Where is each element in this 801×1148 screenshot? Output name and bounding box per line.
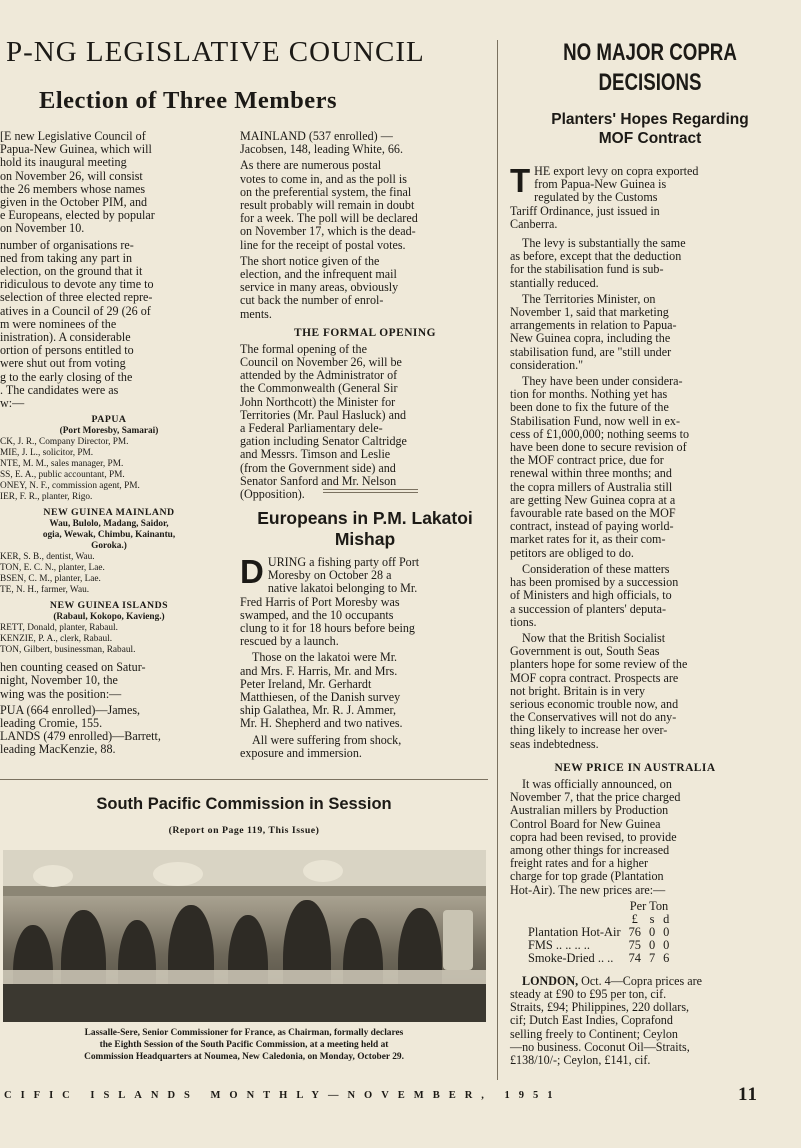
drop-cap: T <box>510 162 531 199</box>
copra-article-body <box>510 162 760 754</box>
photo-caption: Lassalle-Sere, Senior Commissioner for France, as Chairman, formally declares the Eighth Session of the South Pacific Commission, at a meeting held at Commission Headquarters at Noumea, New Caledonia, on Monday, October 29. <box>84 1028 404 1062</box>
article-headline: Europeans in P.M. Lakatoi <box>257 508 473 528</box>
price-table-header: Per Ton <box>629 898 669 913</box>
paragraph: All were suffering from shock, exposure and immersion. <box>240 732 402 760</box>
article-headline: Mishap <box>334 529 396 549</box>
article-headline: NO MAJOR COPRA <box>563 39 737 66</box>
column-rule <box>497 40 498 1080</box>
group-subheading: Wau, Bulolo, Madang, Saidor, ogia, Wewak, Chimbu, Kainantu, Goroka.) <box>42 519 176 552</box>
paragraph: The levy is substantially the same as before, except that the deduction for the stabilisation fund is sub- stantially reduced. <box>510 236 686 290</box>
grade-label: Plantation Hot-Air <box>528 924 621 939</box>
divider <box>0 779 488 780</box>
price-pounds: 75 <box>628 937 641 952</box>
paragraph: LONDON, Oct. 4—Copra prices are steady at £90 to £95 per ton, cif. Straits, £94; Philippines, 220 dollars, cif; Dutch East Indies, Coprafond selling freely to Continent; Ceylon —no business. Coconut Oil—Straits, £138/10/-; Ceylon, £141, cif. <box>510 973 703 1068</box>
left-column-1 <box>0 130 218 757</box>
unit-shillings: s <box>649 911 655 926</box>
article-headline: P-NG LEGISLATIVE COUNCIL <box>6 36 425 68</box>
candidate-group-islands <box>0 600 218 656</box>
feature-headline: South Pacific Commission in Session <box>96 795 392 813</box>
paragraph: It was officially announced, on November 7, that the price charged Australian millers by Production Control Board for New Guinea copra had been revised, to provide among other things for increased freight rates and for a higher charge for top grade (Plantation Hot-Air). The new prices are:— <box>510 777 681 897</box>
drop-cap: D <box>240 553 264 590</box>
price-shillings: 7 <box>648 950 656 965</box>
paragraph: MAINLAND (537 enrolled) — Jacobsen, 148, leading White, 66. <box>240 129 404 157</box>
paragraph: As there are numerous postal votes to come in, and as the poll is on the preferential system, the final result probably will remain in doubt for a week. The poll will be declared on November 17, which is the dead- line for the receipt of postal votes. <box>240 158 418 252</box>
candidate-group-mainland <box>0 507 218 596</box>
candidate-entry: BSEN, C. M., planter, Lae. <box>0 574 101 585</box>
candidate-entry: TON, Gilbert, businessman, Rabaul. <box>0 645 136 656</box>
paragraph: DURING a fishing party off Port Moresby on October 28 a native lakatoi belonging to Mr. Fred Harris of Port Moresby was swamped, and the 10 occupants clung to it for 18 hours before being rescued by a launch. <box>240 553 420 649</box>
candidate-entry: IER, F. R., planter, Rigo. <box>0 492 93 503</box>
running-footer: CIFIC ISLANDS MONTHLY—NOVEMBER, 1951 <box>4 1090 562 1101</box>
price-pounds: 76 <box>628 924 641 939</box>
price-pence: 0 <box>663 937 670 952</box>
group-heading: NEW GUINEA MAINLAND <box>43 507 175 519</box>
section-heading: THE FORMAL OPENING <box>294 326 436 339</box>
group-subheading: (Port Moresby, Samarai) <box>59 426 159 437</box>
dateline: LONDON, <box>522 973 579 988</box>
new-price-section <box>510 762 760 1070</box>
paragraph: number of organisations re- ned from taking any part in election, on the ground that it ridiculous to devote any time to selection of three elected repre- atives in a Council of 29 (26 of m were nominees of the inistration). A considerable ortion of persons entitled to were shut out from voting g to the early closing of the . The candidates were as w:— <box>0 237 154 411</box>
group-subheading: (Rabaul, Kokopo, Kavieng.) <box>53 612 165 623</box>
price-shillings: 0 <box>648 924 656 939</box>
candidate-entry: KENZIE, P. A., clerk, Rabaul. <box>0 634 113 645</box>
paragraph: They have been under considera- tion for months. Nothing yet has been done to fix the future of the Stabilisation Fund, now well in ex- cess of £1,000,000; nothing seems to have been done to secure revision of the MOF contract price, due for renewal within three months; and the copra millers of Australia still are getting New Guinea copra at a favourable rate based on the MOF contract, instead of paying world- market rates for it, as their com- petitors are obliged to do. <box>510 374 690 560</box>
candidate-entry: TON, E. C. N., planter, Lae. <box>0 563 105 574</box>
section-heading: NEW PRICE IN AUSTRALIA <box>554 762 716 774</box>
price-pounds: 74 <box>628 950 641 965</box>
copra-article <box>500 38 800 148</box>
candidate-entry: ONEY, N. F., commission agent, PM. <box>0 481 140 492</box>
candidate-entry: MIE, J. L., solicitor, PM. <box>0 448 94 459</box>
divider <box>323 489 418 490</box>
left-column-2 <box>240 130 490 504</box>
candidate-entry: KER, S. B., dentist, Wau. <box>0 552 95 563</box>
group-heading: NEW GUINEA ISLANDS <box>49 600 169 612</box>
table-row <box>524 926 673 939</box>
article-subheadline: Election of Three Members <box>39 87 338 114</box>
paragraph: Now that the British Socialist Government is out, South Seas planters hope for some review of the MOF copra contract. Prospects are not bright. Britain is in very serious economic trouble now, and the Conservatives will not do any- thing likely to increase her over- seas indebtedness. <box>510 630 688 751</box>
paragraph: LANDS (479 enrolled)—Barrett, leading MacKenzie, 88. <box>0 729 161 757</box>
price-shillings: 0 <box>648 937 656 952</box>
candidate-entry: RETT, Donald, planter, Rabaul. <box>0 623 118 634</box>
article-subheadline: Planters' Hopes Regarding MOF Contract <box>551 111 749 147</box>
page-number: 11 <box>738 1084 758 1105</box>
paragraph: The Territories Minister, on November 1, said that marketing arrangements in relation to Papua- New Guinea copra, including the stabilisation fund, are "still under consideration." <box>510 291 677 372</box>
candidate-group-papua <box>0 414 218 503</box>
paragraph: hen counting ceased on Satur- night, November 10, the wing was the position:— <box>0 660 146 701</box>
price-table <box>524 900 673 965</box>
spc-feature <box>0 795 488 836</box>
divider <box>323 492 418 493</box>
paragraph: PUA (664 enrolled)—James, leading Cromie, 155. <box>0 702 141 731</box>
grade-label: Smoke-Dried .. .. <box>528 950 614 965</box>
unit-pence: d <box>663 911 670 926</box>
article-headline: DECISIONS <box>598 69 702 96</box>
table-row <box>524 939 673 952</box>
session-photograph <box>3 850 486 1022</box>
paragraph: Those on the lakatoi were Mr. and Mrs. F. Harris, Mr. and Mrs. Peter Ireland, Mr. Gerhardt Matthiesen, of the Danish survey ship Galathea, Mr. R. J. Ammer, Mr. H. Shepherd and two natives. <box>240 650 403 731</box>
candidate-entry: SS, E. A., public accountant, PM. <box>0 470 125 481</box>
lakatoi-article <box>240 508 490 763</box>
candidate-entry: TE, N. H., farmer, Wau. <box>0 585 90 596</box>
price-pence: 6 <box>663 950 670 965</box>
feature-subline: (Report on Page 119, This Issue) <box>168 825 320 836</box>
paragraph: The formal opening of the Council on November 26, will be attended by the Administrator of the Commonwealth (General Sir John Northcott) the Minister for Territories (Mr. Paul Hasluck) and a Federal Parliamentary dele- gation including Senator Caltridge and Messrs. Timson and Leslie (from the Government side) and Senator Sanford and Mr. Nelson (Opposition). <box>240 341 407 502</box>
paragraph: Consideration of these matters has been promised by a succession of Ministers and high officials, to a succession of planters' deputa- tions. <box>510 561 679 629</box>
paragraph: THE export levy on copra exported from Papua-New Guinea is regulated by the Customs Tariff Ordinance, just issued in Canberra. <box>510 162 699 231</box>
paragraph: The short notice given of the election, and the infrequent mail service in many areas, obviously cut back the number of enrol- ments. <box>240 253 399 321</box>
candidate-entry: CK, J. R., Company Director, PM. <box>0 437 129 448</box>
candidate-entry: NTE, M. M., sales manager, PM. <box>0 459 124 470</box>
table-row <box>524 952 673 965</box>
legislative-council-article <box>6 36 476 115</box>
group-heading: PAPUA <box>91 414 127 426</box>
paragraph: [E new Legislative Council of Papua-New Guinea, which will hold its inaugural meeting on November 26, will consist the 26 members whose names given in the October PIM, and e Europeans, elected by popular on November 10. <box>0 130 155 236</box>
price-pence: 0 <box>663 924 670 939</box>
unit-pounds: £ <box>631 911 638 926</box>
grade-label: FMS .. .. .. .. <box>528 937 590 952</box>
